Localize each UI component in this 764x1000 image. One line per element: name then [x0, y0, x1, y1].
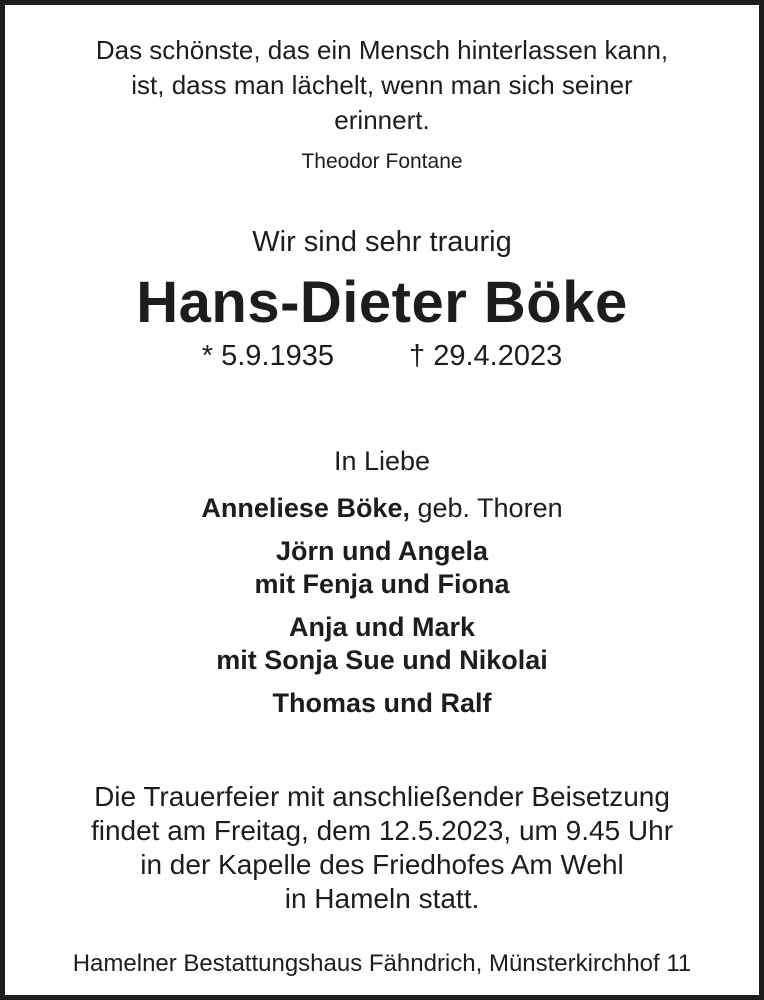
death-date: † 29.4.2023: [409, 340, 563, 372]
quote-line-2: ist, dass man lächelt, wenn man sich seiner: [131, 70, 633, 100]
mourner-line: Jörn und Angela: [275, 536, 488, 566]
mourner-line: mit Fenja und Fiona: [254, 569, 510, 599]
ceremony-details: [5, 780, 759, 916]
memorial-quote: [5, 33, 759, 138]
mourners-list: [5, 492, 759, 720]
ceremony-line-1: Die Trauerfeier mit anschließender Beisetzung: [94, 781, 670, 812]
quote-line-1: Das schönste, das ein Mensch hinterlassen kann,: [95, 35, 669, 65]
quote-attribution: Theodor Fontane: [301, 150, 463, 173]
intro-line: Wir sind sehr traurig: [252, 226, 512, 258]
mourner-line: Anja und Mark: [288, 612, 476, 642]
ceremony-line-3: in der Kapelle des Friedhofes Am Wehl: [140, 849, 624, 880]
quote-line-3: erinnert.: [334, 105, 430, 135]
mourner-line: mit Sonja Sue und Nikolai: [216, 645, 548, 675]
mourner-spouse-name: Anneliese Böke,: [201, 493, 410, 523]
mourner-spouse-maiden-name: geb. Thoren: [417, 493, 563, 523]
ceremony-line-2: findet am Freitag, dem 12.5.2023, um 9.45 Uhr: [90, 815, 674, 846]
mourner-line: Thomas und Ralf: [272, 688, 492, 718]
farewell-line: In Liebe: [333, 446, 431, 476]
ceremony-line-4: in Hameln statt.: [284, 883, 480, 914]
funeral-home-line: Hamelner Bestattungshaus Fähndrich, Münsterkirchhof 11: [72, 950, 692, 977]
deceased-name: Hans-Dieter Böke: [136, 270, 628, 335]
birth-date: * 5.9.1935: [201, 340, 335, 372]
life-dates: [5, 338, 759, 374]
mourner-spouse: [5, 492, 759, 525]
